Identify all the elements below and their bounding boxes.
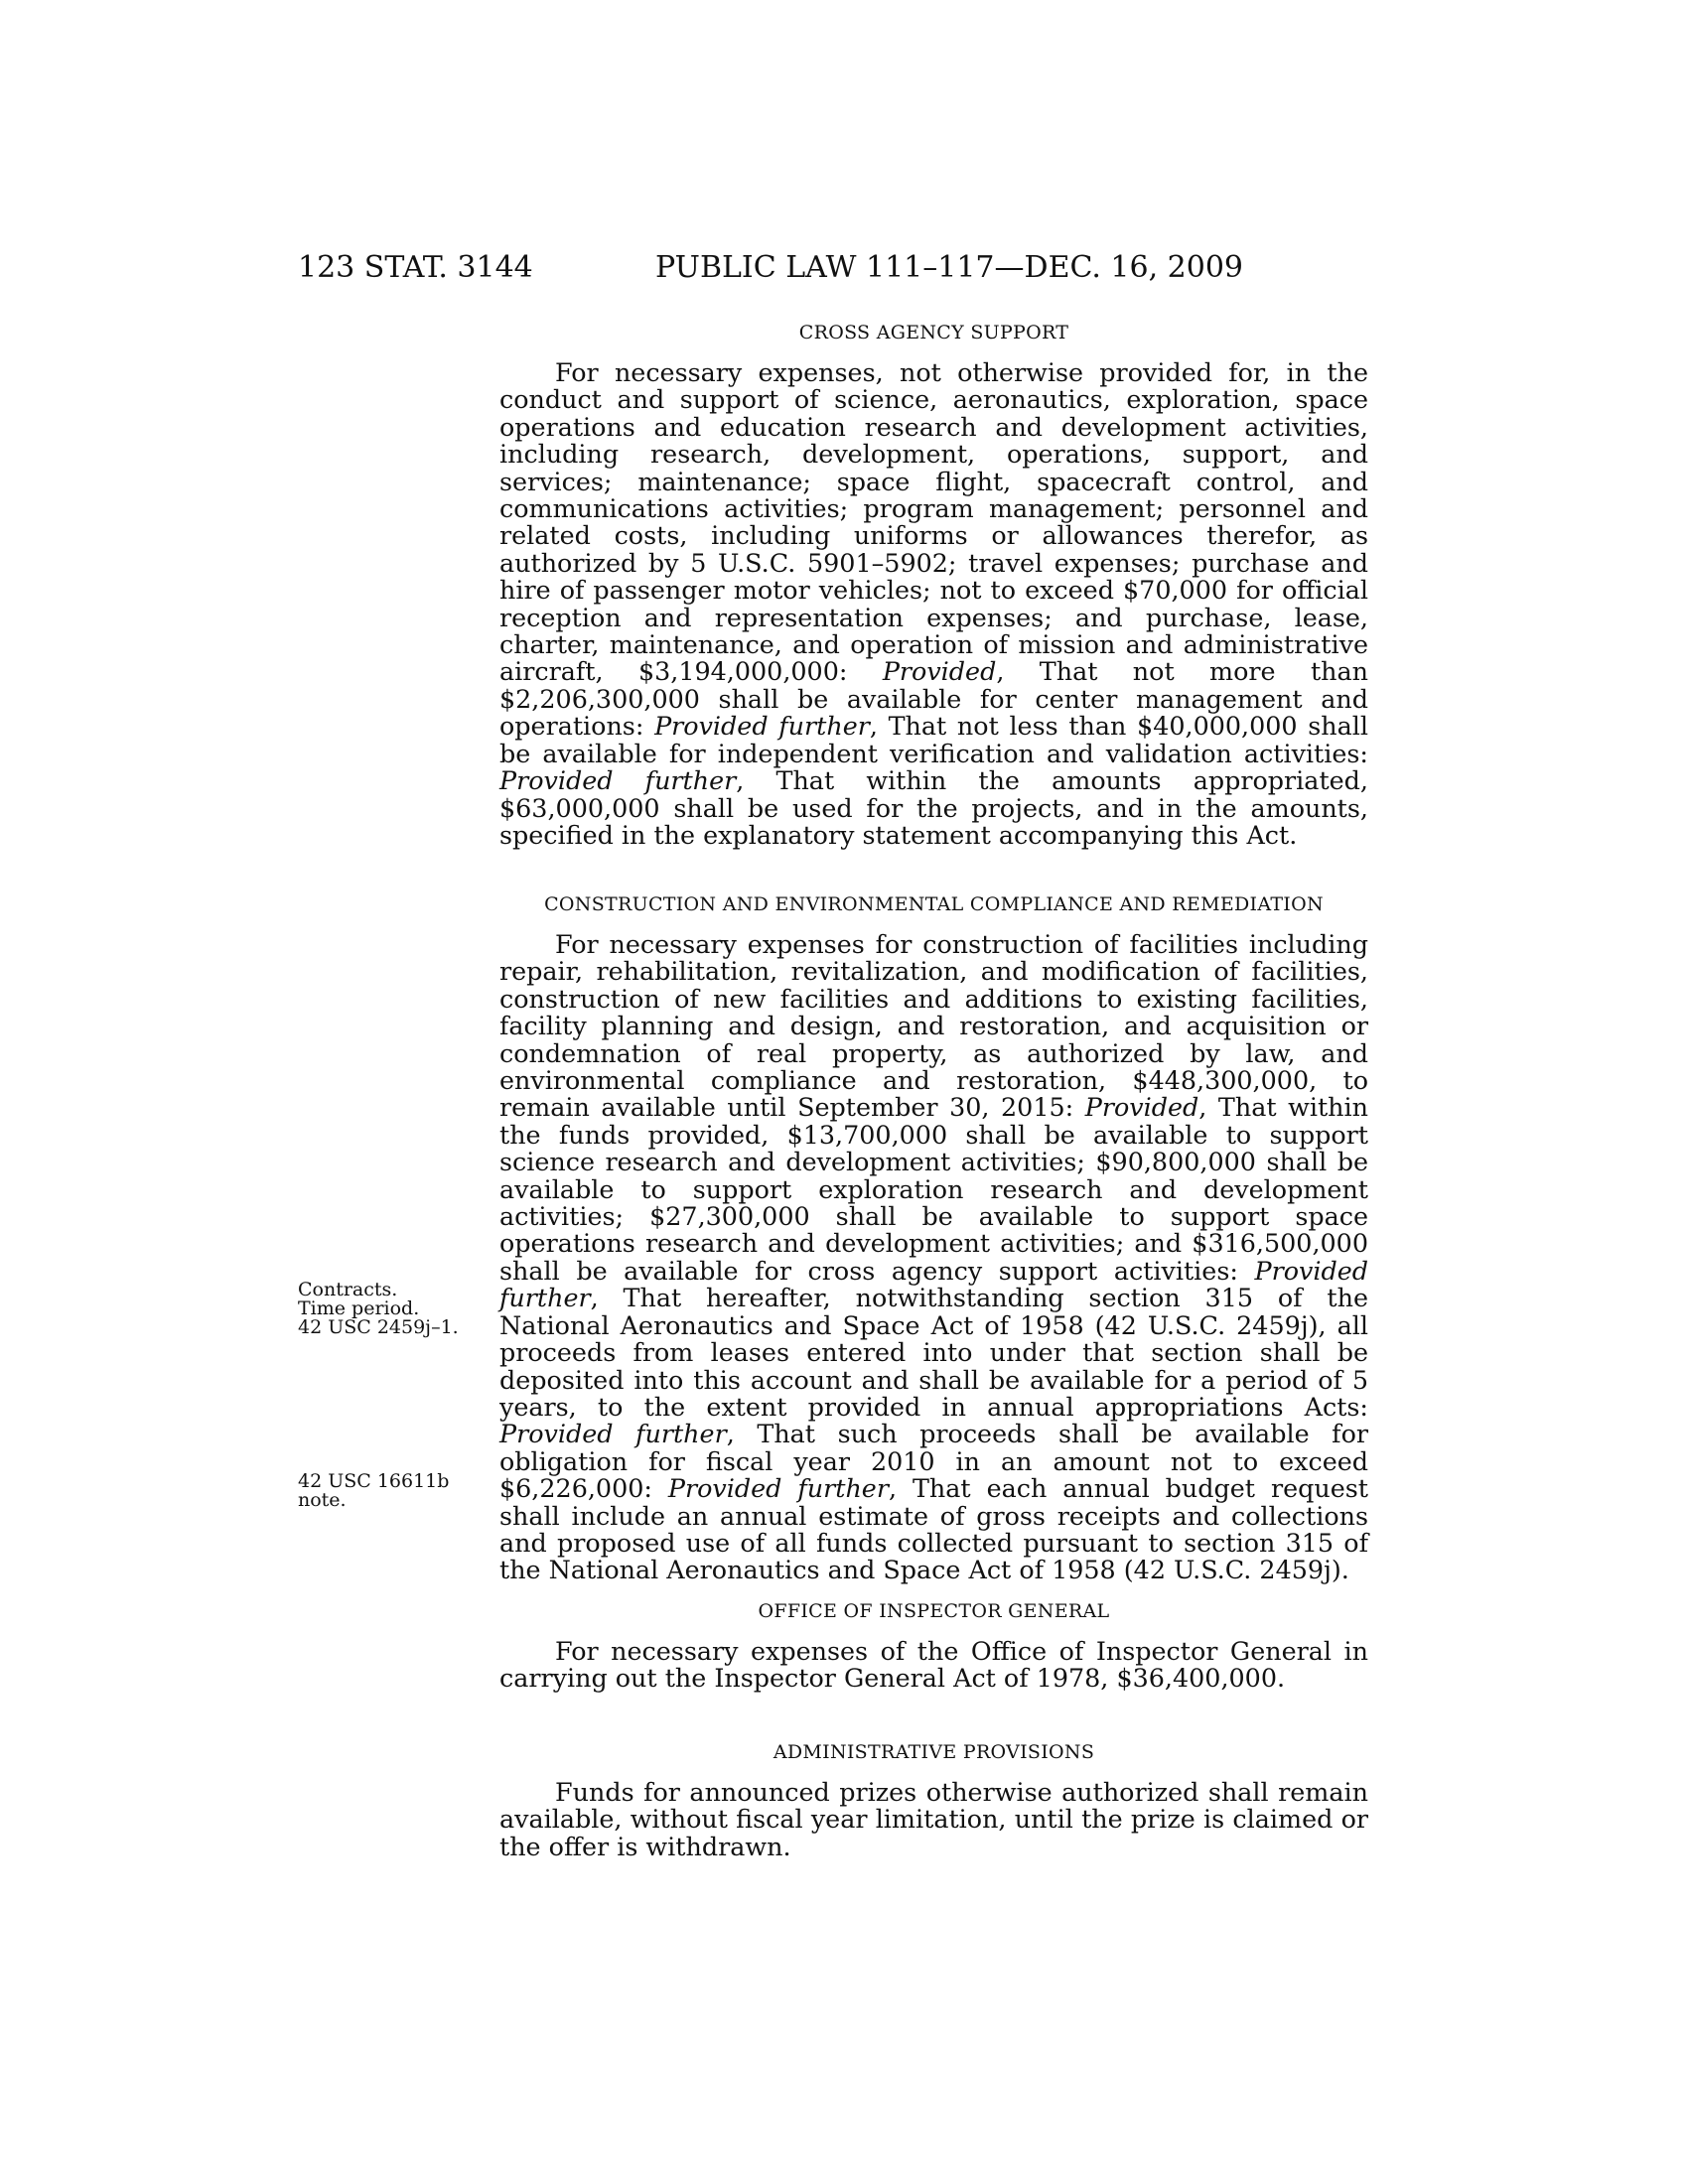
margin-note-line: 42 USC 2459j–1. <box>298 1316 459 1338</box>
paragraph-text: For necessary expenses for construction of facilities including repair, rehabilitation, revitalization, and modification of facilities, construction of new facilities and additions to existing facilities, facility planning and design, and restoration, and acquisition or condemnation of real property, as authorized by law, and environmental compliance and restoration, $448,300,000, to remain available until September 30, 2015: <box>499 929 1368 1123</box>
section-cross-agency-support <box>499 320 1368 849</box>
margin-note-contracts <box>298 1281 477 1337</box>
section-paragraph <box>499 931 1368 1584</box>
italic-proviso: Provided further <box>499 765 737 796</box>
section-paragraph <box>499 1779 1368 1860</box>
italic-proviso: Provided further <box>654 711 870 742</box>
paragraph-text: , That within the funds provided, $13,700,000 shall be available to support science research and development activities; $90,800,000 shall be available to support exploration research and development activities; $27,300,000 shall be available to support space operations research and development activities; and $316,500,000 shall be available for cross agency support activities: <box>499 1092 1368 1286</box>
section-heading: CROSS AGENCY SUPPORT <box>798 322 1069 343</box>
section-heading: CONSTRUCTION AND ENVIRONMENTAL COMPLIANCE AND REMEDIATION <box>544 893 1324 915</box>
section-paragraph <box>499 359 1368 849</box>
section-inspector-general <box>499 1598 1368 1693</box>
paragraph-text: , That each annual budget request shall include an annual estimate of gross receipts and collections and proposed use of all funds collected pursuant to section 315 of the National Aeronautics and Space Act of 1958 (42 U.S.C. 2459j). <box>499 1473 1368 1585</box>
paragraph-text: , That within the amounts appropriated, $63,000,000 shall be used for the projects, and in the amounts, specified in the explanatory statement accompanying this Act. <box>499 765 1368 850</box>
margin-note-usc <box>298 1472 477 1510</box>
italic-proviso: Provided <box>1084 1092 1199 1123</box>
section-construction <box>499 891 1368 1584</box>
paragraph-text: , That hereafter, notwithstanding section 315 of the National Aeronautics and Space Act of 1958 (42 U.S.C. 2459j), all proceeds from leases entered into under that section shall be deposited into this account and shall be available for a period of 5 years, to the extent provided in annual appropriations Acts: <box>499 1283 1368 1422</box>
paragraph-text: For necessary expenses of the Office of Inspector General in carrying out the Inspector General Act of 1978, $36,400,000. <box>499 1636 1368 1694</box>
italic-proviso: Provided further <box>499 1255 1368 1313</box>
paragraph-text: , That not less than $40,000,000 shall be available for independent verification and validation activities: <box>499 711 1369 768</box>
paragraph-text: For necessary expenses, not otherwise provided for, in the conduct and support of science, aeronautics, exploration, space operations and education research and development activities, including research, development, operations, support, and services; maintenance; space flight, spacecraft control, and communications activities; program management; personnel and related costs, including uniforms or allowances therefor, as authorized by 5 U.S.C. 5901–5902; travel expenses; purchase and hire of passenger motor vehicles; not to exceed $70,000 for official reception and representation expenses; and purchase, lease, charter, maintenance, and operation of mission and administrative aircraft, $3,194,000,000: <box>499 357 1368 687</box>
paragraph-text: , That not more than $2,206,300,000 shall be available for center management and operations: <box>499 656 1368 742</box>
margin-note-line: Time period. <box>298 1297 420 1319</box>
section-administrative-provisions <box>499 1739 1368 1860</box>
section-paragraph <box>499 1638 1368 1693</box>
italic-proviso: Provided further <box>499 1419 727 1449</box>
margin-note-line: note. <box>298 1489 347 1511</box>
section-heading: OFFICE OF INSPECTOR GENERAL <box>758 1600 1110 1622</box>
paragraph-text: Funds for announced prizes otherwise authorized shall remain available, without fiscal year limitation, until the prize is claimed or the offer is withdrawn. <box>499 1777 1368 1861</box>
italic-proviso: Provided <box>882 656 997 687</box>
italic-proviso: Provided further <box>667 1473 889 1504</box>
page-header <box>298 248 1390 288</box>
public-law-citation: PUBLIC LAW 111–117—DEC. 16, 2009 <box>655 250 1244 285</box>
stat-citation: 123 STAT. 3144 <box>298 250 533 285</box>
margin-note-line: 42 USC 16611b <box>298 1470 450 1492</box>
section-heading: ADMINISTRATIVE PROVISIONS <box>773 1741 1095 1763</box>
paragraph-text: , That such proceeds shall be available for obligation for fiscal year 2010 in an amount not to exceed $6,226,000: <box>499 1419 1369 1504</box>
margin-note-line: Contracts. <box>298 1279 398 1300</box>
